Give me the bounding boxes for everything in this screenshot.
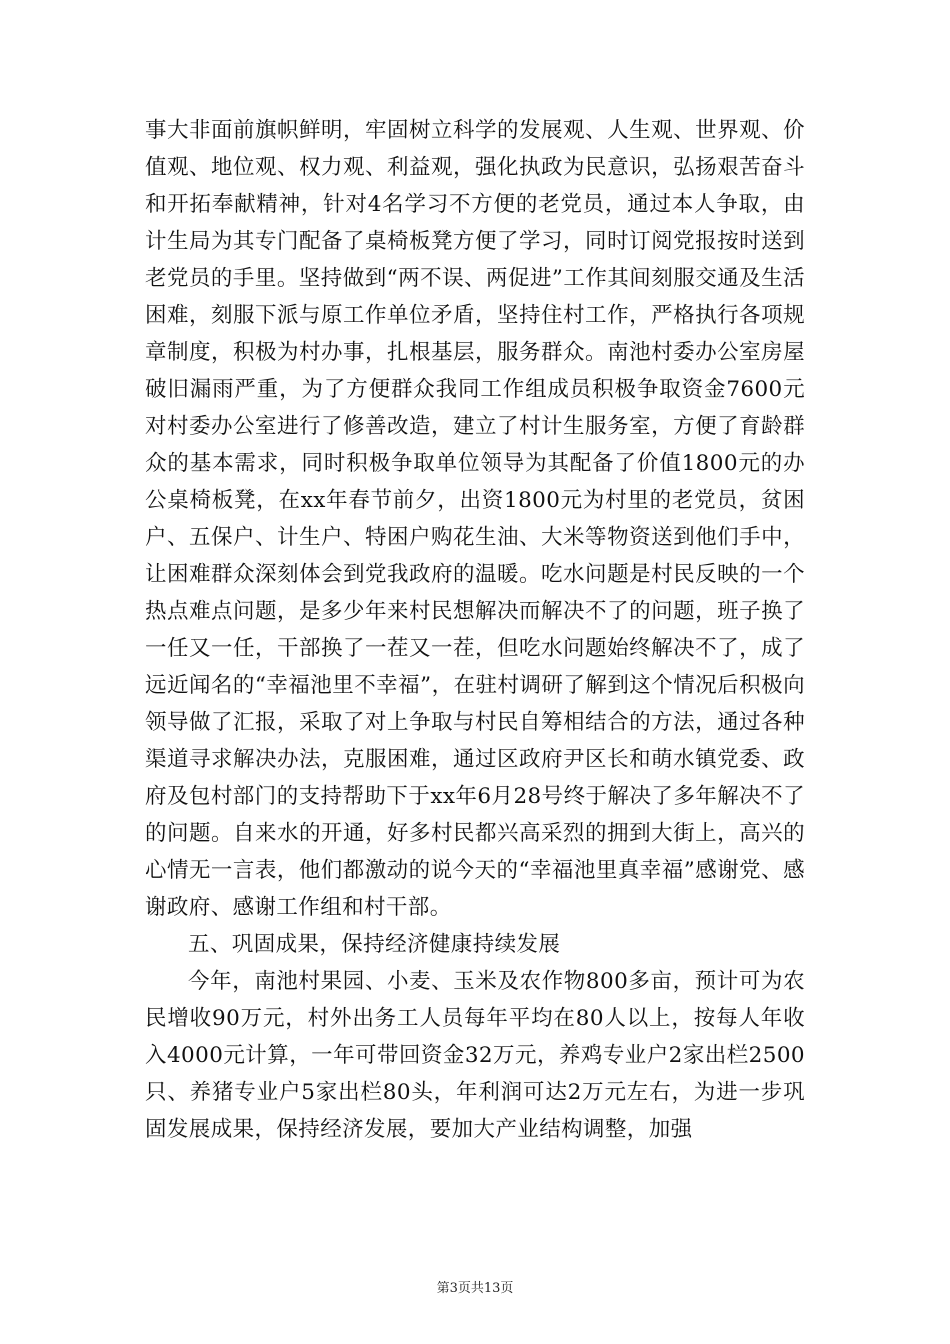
body-paragraph: 事大非面前旗帜鲜明，牢固树立科学的发展观、人生观、世界观、价值观、地位观、权力观、利益观，强化执政为民意识，弘扬艰苦奋斗和开拓奉献精神，针对4名学习不方便的老党员，通过本人争取，由计生局为其专门配备了桌椅板凳方便了学习，同时订阅党报按时送到老党员的手里。坚持做到“两不误、两促进”工作其间刻服交通及生活困难，刻服下派与原工作单位矛盾，坚持住村工作，严格执行各项规章制度，积极为村办事，扎根基层，服务群众。南池村委办公室房屋破旧漏雨严重，为了方便群众我同工作组成员积极争取资金7600元对村委办公室进行了修善改造，建立了村计生服务室，方便了育龄群众的基本需求，同时积极争取单位领导为其配备了价值1800元的办公桌椅板凳，在xx年春节前夕，出资1800元为村里的老党员，贫困户、五保户、计生户、特困户购花生油、大米等物资送到他们手中，让困难群众深刻体会到党我政府的温暖。吃水问题是村民反映的一个热点难点问题，是多少年来村民想解决而解决不了的问题，班子换了一任又一任，干部换了一茬又一茬，但吃水问题始终解决不了，成了远近闻名的“幸福池里不幸福”，在驻村调研了解到这个情况后积极向领导做了汇报，采取了对上争取与村民自筹相结合的方法，通过各种渠道寻求解决办法，克服困难，通过区政府尹区长和萌水镇党委、政府及包村部门的支持帮助下于xx年6月28号终于解决了多年解决不了的问题。自来水的开通，好多村民都兴高采烈的拥到大街上，高兴的心情无一言表，他们都激动的说今天的“幸福池里真幸福”感谢党、感谢政府、感谢工作组和村干部。 (145, 118, 805, 920)
section-heading: 五、巩固成果，保持经济健康持续发展 (188, 932, 561, 957)
document-body (145, 112, 805, 1148)
body-paragraph: 今年，南池村果园、小麦、玉米及农作物800多亩，预计可为农民增收90万元，村外出务工人员每年平均在80人以上，按每人年收入4000元计算，一年可带回资金32万元，养鸡专业户2家出栏2500只、养猪专业户5家出栏80头，年利润可达2万元左右，为进一步巩固发展成果，保持经济发展，要加大产业结构调整，加强 (145, 969, 805, 1142)
page-number-footer: 第3页共13页 (436, 1281, 514, 1296)
